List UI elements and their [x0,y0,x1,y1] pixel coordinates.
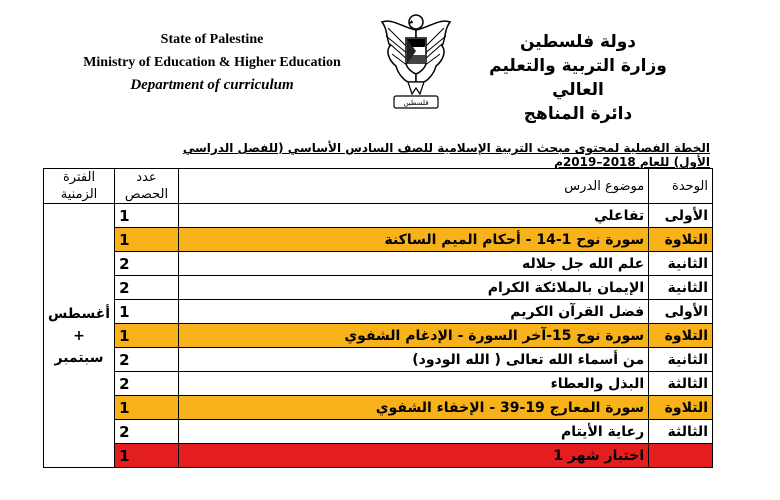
ministry-name-ar: وزارة التربية والتعليم العالي [489,56,667,100]
row-count: 2 [115,348,179,372]
row-topic: رعاية الأيتام [178,420,648,444]
row-unit: الثانية [649,348,713,372]
row-unit: الثالثة [649,372,713,396]
table-row [44,252,713,276]
header-english [62,28,362,97]
table-row [44,396,713,420]
row-topic: فضل القرآن الكريم [178,300,648,324]
plan-title: الخطة الفصلية لمحتوى مبحث التربية الإسلامية للصف السادس الأساسي (للفصل الدراسي الأول) للعام 2018–2019م [182,141,710,169]
row-unit: الثانية [649,276,713,300]
row-count: 1 [115,204,179,228]
row-topic: سورة نوح 1-14 - أحكام الميم الساكنة [178,228,648,252]
row-unit: الثانية [649,252,713,276]
row-unit: الثالثة [649,420,713,444]
row-unit: الأولى [649,204,713,228]
row-unit: التلاوة [649,396,713,420]
state-name-en: State of Palestine [160,32,264,47]
ministry-name-en: Ministry of Education & Higher Education [83,55,341,70]
row-count: 2 [115,252,179,276]
emblem-banner-text: فلسطين [403,99,429,107]
table-row-exam [44,444,713,468]
header-topic: موضوع الدرس [178,169,648,204]
row-topic: تفاعلي [178,204,648,228]
row-topic: الإيمان بالملائكة الكرام [178,276,648,300]
department-name-ar: دائرة المناهج [523,104,633,124]
row-topic: من أسماء الله تعالى ( الله الودود) [178,348,648,372]
row-topic: علم الله جل جلاله [178,252,648,276]
period-line1: أغسطس [48,305,111,322]
plan-table [43,168,713,468]
row-count: 2 [115,420,179,444]
row-topic: سورة المعارج 19-39 - الإخفاء الشفوي [178,396,648,420]
period-line3: سبتمبر [54,349,104,366]
row-unit: التلاوة [649,324,713,348]
table-row [44,228,713,252]
row-count: 1 [115,444,179,468]
row-count: 2 [115,276,179,300]
row-unit: التلاوة [649,228,713,252]
period-cell [44,204,115,468]
row-count: 1 [115,396,179,420]
header-arabic [478,30,678,126]
table-row [44,348,713,372]
row-count: 1 [115,324,179,348]
row-count: 1 [115,300,179,324]
table-header-row [44,169,713,204]
row-unit: الأولى [649,300,713,324]
row-topic: البذل والعطاء [178,372,648,396]
row-topic: اختبار شهر 1 [178,444,648,468]
header-count: عدد الحصص [115,169,179,204]
header-unit: الوحدة [649,169,713,204]
row-topic: سورة نوح 15-آخر السورة - الإدغام الشفوي [178,324,648,348]
table-row [44,276,713,300]
table-row [44,420,713,444]
header-period: الفترة الزمنية [44,169,115,204]
table-row [44,300,713,324]
row-unit [649,444,713,468]
row-count: 2 [115,372,179,396]
state-name-ar: دولة فلسطين [519,32,637,52]
palestine-emblem-icon [378,8,454,116]
table-row [44,204,713,228]
table-row [44,324,713,348]
period-line2: + [73,327,85,344]
department-name-en: Department of curriculum [130,77,294,93]
table-row [44,372,713,396]
row-count: 1 [115,228,179,252]
